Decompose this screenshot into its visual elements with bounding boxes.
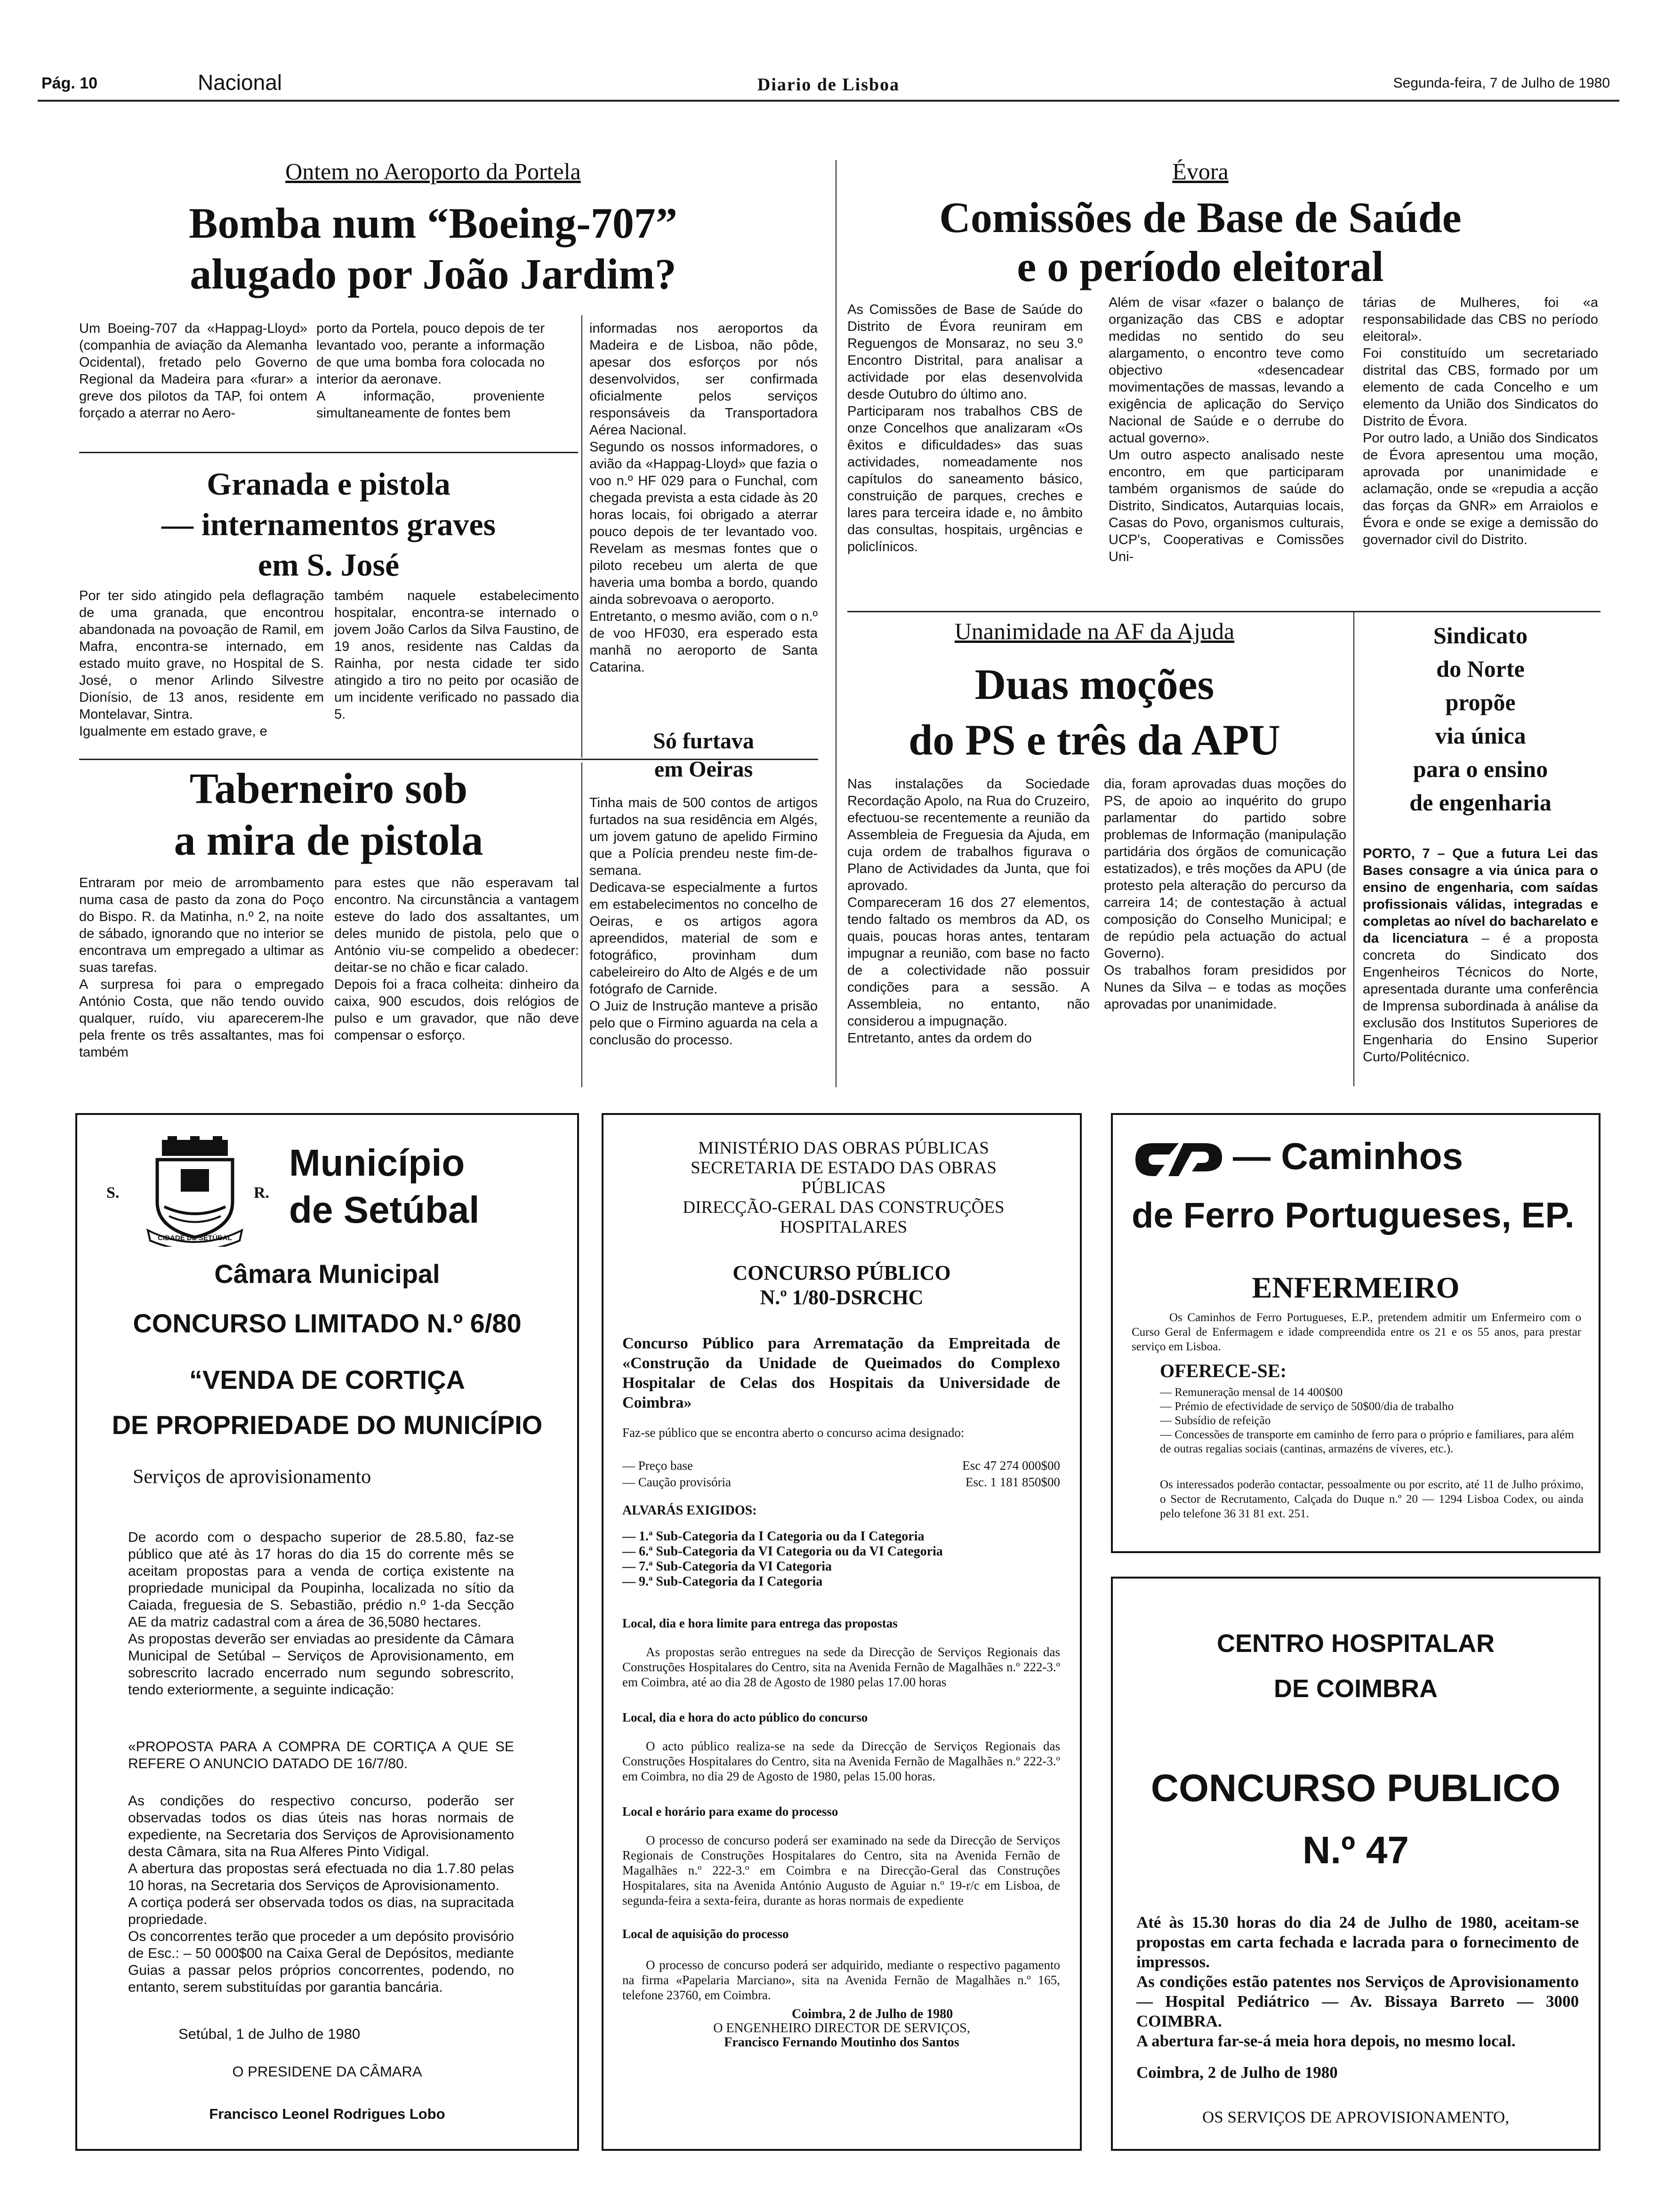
article-bomba-headline: Bomba num “Boeing-707” alugado por João Jardim? (189, 199, 677, 298)
article-oeiras-headline: Só furtava em Oeiras (653, 729, 754, 782)
ad-setubal (75, 1113, 579, 2151)
ad-setubal-date: Setúbal, 1 de Julho de 1980 (178, 2026, 361, 2042)
page-number: Pág. 10 (41, 74, 98, 92)
column-rule (581, 315, 582, 758)
ad-ministerio-s3-body: O processo de concurso poderá ser examinado na sede da Direcção de Serviços Regionais de Construções Hospitalares do Centro, sita na Avenida Fernão de Magalhães n.º 222-3.º em Coimbra e na Direcção-Geral das Construções Hospitalares, sita na Avenida António Augusto de Aguiar n.º 19-r/c em Lisboa, de segunda-feira a sexta-feira, durante as horas normais de expediente (622, 1833, 1060, 1907)
ad-ministerio-date: Coimbra, 2 de Julho de 1980 (792, 2007, 953, 2021)
ad-cp-job: ENFERMEIRO (1252, 1271, 1460, 1304)
ad-cp-title1: — Caminhos (1233, 1135, 1463, 1177)
ad-ministerio-intro: Faz-se público que se encontra aberto o concurso acima designado: (622, 1426, 965, 1440)
crest-letter-s: S. (106, 1184, 120, 1202)
ad-ministerio-lead: Concurso Público para Arrematação da Empreitada de «Construção da Unidade de Queimados do Complexo Hospitalar de Celas dos Hospitais da Universidade de Coimbra» (622, 1335, 1060, 1411)
ad-ministerio-s2-body: O acto público realiza-se na sede da Direcção de Serviços Regionais das Construções Hospitalares do Centro, sita na Avenida Fernão de Magalhães n.º 222-3.º em Coimbra, no dia 29 de Agosto de 1980, pelas 15.00 horas. (622, 1739, 1060, 1783)
issue-date: Segunda-feira, 7 de Julho de 1980 (1393, 75, 1610, 91)
ad-ministerio-header: MINISTÉRIO DAS OBRAS PÚBLICAS SECRETARIA DE ESTADO DAS OBRAS PÚBLICAS DIRECÇÃO-GERAL DAS CONSTRUÇÕES HOSPITALARES (683, 1138, 1005, 1237)
ad-ministerio-alvaras: — 1.ª Sub-Categoria da I Categoria ou da I Categoria — 6.ª Sub-Categoria da VI Categoria ou da VI Categoria — 7.ª Sub-Categoria da VI Categoria — 9.ª Sub-Categoria da I Categoria (622, 1529, 943, 1589)
article-sindicato-headline: Sindicato do Norte propõe via única para o ensino de engenharia (1409, 622, 1552, 816)
ad-hospital-concurso: CONCURSO PUBLICO N.º 47 (1150, 1767, 1561, 1872)
article-taberneiro-headline: Taberneiro sob a mira de pistola (174, 764, 483, 864)
ad-ministerio-s4-body: O processo de concurso poderá ser adquirido, mediante o respectivo pagamento na firma «Papelaria Marciano», sita na Avenida Fernão de Magalhães n.º 165, telefone 23760, em Coimbra. (622, 1958, 1060, 2002)
crest-ribbon: CIDADE DE SETÚBAL (158, 1234, 232, 1242)
column-rule (581, 762, 582, 1087)
ad-cp-intro: Os Caminhos de Ferro Portugueses, E.P., pretendem admitir um Enfermeiro com o Curso Geral de Enfermagem e idade compreendida entre os 21 e os 55 anos, para prestar serviço em Lisboa. (1132, 1311, 1581, 1353)
article-sindicato-body (1363, 828, 1598, 1066)
article-sindicato-text: – é a proposta concreta do Sindicato dos Engenheiros Técnicos do Norte, apresentada durante uma conferência de Imprensa subordinada à análise da exclusão dos Institutos Superiores de Engenharia do Ensino Superior Curto/Politécnico. (1363, 931, 1598, 1065)
ad-setubal-body1: De acordo com o despacho superior de 28.5.80, faz-se público que até às 17 horas do dia 15 do corrente mês se aceitam propostas para a venda de cortiça existente na propriedade municipal da Poupinha, localizada no sítio da Caiada, freguesia de S. Sebastião, prédio n.º 1-da Secção AE da matriz cadastral com a área de 36,5080 hectares. As propostas deverão ser enviadas ao presidente da Câmara Municipal de Setúbal – Serviços de Aprovisionamento, em sobrescrito lacrado encerrado num segundo sobrescrito, tendo exteriormente, a seguinte indicação: (128, 1530, 514, 1698)
ad-ministerio-signer-title: O ENGENHEIRO DIRECTOR DE SERVIÇOS, (713, 2021, 970, 2036)
header-rule (38, 100, 1619, 102)
ad-hospital-signer: OS SERVIÇOS DE APROVISIONAMENTO, (1202, 2108, 1509, 2126)
column-rule (1353, 611, 1354, 1086)
ad-hospital-body: Até às 15.30 horas do dia 24 de Julho de 1980, aceitam-se propostas em carta fechada e lacrada para o fornecimento de impressos. As condições estão patentes nos Serviços de Aprovisionamento — Hospital Pediátrico — Av. Bissaya Barreto — 3000 COIMBRA. A abertura far-se-á meia hora depois, no mesmo local. (1136, 1913, 1579, 2050)
ad-setubal-signature: Francisco Leonel Rodrigues Lobo (209, 2106, 445, 2122)
ad-setubal-title: Município de Setúbal (289, 1142, 480, 1231)
article-ajuda-col1: Nas instalações da Sociedade Recordação Apolo, na Rua do Cruzeiro, efectuou-se recentemente a reunião da Assembleia de Freguesia da Ajuda, em cuja ordem de trabalhos figurava o Plano de Actividades da Junta, que foi aprovado. Compareceram 16 dos 27 elementos, tendo faltado os membros da AD, os quais, poucas horas antes, tentaram impugnar a reunião, com base no facto de a colectividade não possuir condições para a sessão. A Assembleia, no entanto, não considerou a impugnação. Entretanto, antes da ordem do (847, 777, 1090, 1046)
ad-hospital-title: CENTRO HOSPITALAR DE COIMBRA (1217, 1629, 1495, 1703)
ad-centro-hospitalar (1111, 1577, 1601, 2151)
ad-ministerio-preco-label: — Preço base (622, 1459, 693, 1473)
ad-ministerio-s4-title: Local de aquisição do processo (622, 1927, 789, 1941)
ad-ministerio-caucao-label: — Caução provisória (622, 1475, 731, 1489)
ad-setubal-quote: «PROPOSTA PARA A COMPRA DE CORTIÇA A QUE SE REFERE O ANUNCIO DATADO DE 16/7/80. (128, 1739, 514, 1771)
rule (79, 452, 578, 453)
setubal-crest-icon (143, 1136, 247, 1247)
article-granada-col1: Por ter sido atingido pela deflagração de uma granada, que encontrou abandonada na povoação de Ramil, em Mafra, encontra-se internado, em estado muito grave, no Hospital de S. José, o menor Arlindo Silvestre Dionísio, de 13 anos, residente em Montelavar, Sintra. Igualmente em estado grave, e (79, 588, 324, 739)
ad-ministerio-concurso: CONCURSO PÚBLICO N.º 1/80-DSRCHC (732, 1261, 951, 1309)
newspaper-name: Diario de Lisboa (757, 75, 900, 95)
ad-cp-contact: Os interessados poderão contactar, pessoalmente ou por escrito, até 11 de Julho próximo, o Sector de Recrutamento, Calçada do Duque n.º 20 — 1294 Lisboa Codex, ou ainda pelo telefone 36 31 81 ext. 251. (1160, 1478, 1584, 1520)
article-bomba-kicker: Ontem no Aeroporto da Portela (285, 158, 581, 184)
column-rule (836, 160, 837, 1087)
ad-ministerio-s3-title: Local e horário para exame do processo (622, 1804, 838, 1819)
article-ajuda-col2: dia, foram aprovadas duas moções do PS, de apoio ao inquérito do grupo parlamentar do partido sobre problemas de Informação (manipulação partidária dos órgãos de comunicação estatizados), e três moções da APU (de protesto pela alteração do percurso da carreira 14; de contestação à actual composição do Conselho Municipal; e de repúdio pela actuação do actual Governo). Os trabalhos foram presididos por Nunes da Silva – e todas as moções aprovadas por unanimidade. (1104, 777, 1346, 1012)
ad-cp (1111, 1113, 1601, 1553)
article-granada-headline: Granada e pistola — internamentos graves em S. José (161, 466, 496, 583)
article-bomba-col3: informadas nos aeroportos da Madeira e de Lisboa, não pôde, apesar dos esforços por nós desenvolvidos, ser confirmada oficialmente pelos serviços responsáveis da Transportadora Aérea Nacional. Segundo os nossos informadores, o avião da «Happag-Lloyd» que fazia o voo n.º HF 029 para o Funchal, com chegada prevista a esta cidade às 20 horas locais, foi obrigado a aterrar pouco depois de ter levantado voo. Revelam as mesmas fontes que o piloto recebeu um alerta de que haveria uma bomba a bordo, quando ainda sobrevoava o aeroporto. Entretanto, o mesmo avião, com o n.º de voo HF030, era esperado esta manhã no aeroporto de Santa Catarina. (589, 321, 818, 675)
ad-setubal-concurso: CONCURSO LIMITADO N.º 6/80 (133, 1308, 522, 1338)
ad-setubal-servicos: Serviços de aprovisionamento (133, 1466, 371, 1488)
ad-ministerio (602, 1113, 1082, 2151)
article-evora-col3: tárias de Mulheres, foi «a responsabilidade das CBS no período eleitoral». Foi constituído um secretariado distrital das CBS, formado por um elemento de cada Concelho e um elemento da União dos Sindicatos do Distrito de Évora. Por outro lado, a União dos Sindicatos de Évora apresentou uma moção, aprovada por unanimidade e aclamação, onde se «repudia a acção das forças da GNR» em Arraiolos e Évora e onde se exige a demissão do governador civil do Distrito. (1363, 295, 1598, 547)
ad-cp-title2: de Ferro Portugueses, EP. (1132, 1195, 1575, 1235)
cp-logo-icon (1132, 1138, 1226, 1181)
article-evora-headline: Comissões de Base de Saúde e o período eleitoral (939, 193, 1462, 290)
section-name: Nacional (198, 70, 282, 95)
article-taberneiro-col2: para estes que não esperavam tal encontro. Na circunstância a vantagem esteve do lado dos assaltantes, um deles munido de pistola, pelo que o António viu-se compelido a obedecer: deitar-se no chão e ficar calado. Depois foi a fraca colheita: dinheiro da caixa, 900 escudos, dois relógios de pulso e um gravador, que não deve compensar o esforço. (334, 875, 579, 1043)
ad-hospital-date: Coimbra, 2 de Julho de 1980 (1136, 2063, 1338, 2082)
article-bomba-col1: Um Boeing-707 da «Happag-Lloyd» (companhia de aviação da Alemanha Ocidental), fretado pelo Governo Regional da Madeira para «furar» a greve dos pilotos da TAP, foi ontem forçado a aterrar no Aero- (79, 321, 307, 421)
article-evora-kicker: Évora (1172, 158, 1229, 184)
ad-ministerio-caucao-value: Esc. 1 181 850$00 (965, 1475, 1060, 1489)
ad-ministerio-alvaras-title: ALVARÁS EXIGIDOS: (622, 1503, 757, 1518)
ad-ministerio-signer: Francisco Fernando Moutinho dos Santos (724, 2035, 959, 2050)
crest-letter-r: R. (254, 1184, 270, 1202)
ad-setubal-president: O PRESIDENE DA CÂMARA (232, 2063, 422, 2080)
ad-setubal-body2: As condições do respectivo concurso, poderão ser observadas todos os dias úteis nas horas normais de expediente, na Secretaria dos Serviços de Aprovisionamento desta Câmara, sita na Rua Alferes Pinto Vidigal. A abertura das propostas será efectuada no dia 1.7.80 pelas 10 horas, na Secretaria dos Serviços de Aprovisionamento. A cortiça poderá ser observada todos os dias, na supracitada propriedade. Os concorrentes terão que proceder a um depósito provisório de Esc.: – 50 000$00 na Caixa Geral de Depósitos, mediante Guias a passar pelos próprios concorrentes, podendo, no entanto, serem substituídas por garantia bancária. (128, 1793, 514, 1995)
article-sindicato-lead: PORTO, 7 – Que a futura Lei das Bases consagre a via única para o ensino de engenharia, com saídas profissionais válidas, integradas e completas ao nível do bacharelato e da licenciatura (1363, 846, 1598, 946)
article-granada-col2: também naquele estabelecimento hospitalar, encontra-se internado o jovem João Carlos da Silva Faustino, de 19 anos, residente nas Caldas da Rainha, por nesta cidade ter sido atingido a tiro no peito por ocasião de um incidente verificado no passado dia 5. (334, 588, 579, 722)
ad-ministerio-s1-body: As propostas serão entregues na sede da Direcção de Serviços Regionais das Construções Hospitalares do Centro, sita na Avenida Fernão de Magalhães n.º 222-3.º em Coimbra, até ao dia 28 de Agosto de 1980 pelas 17.00 horas (622, 1645, 1060, 1689)
rule (847, 611, 1601, 612)
ad-cp-offer-title: OFERECE-SE: (1160, 1360, 1287, 1381)
article-evora-col2: Além de visar «fazer o balanço de organização das CBS e adoptar medidas no sentido do seu alargamento, o encontro teve como objectivo «desencadear movimentações de massas, levando a exigência de aplicação do Serviço Nacional de Saúde e o derrube do actual governo». Um outro aspecto analisado neste encontro, em que participaram também organismos de saúde do Distrito, Sindicatos, Autarquias locais, Casas do Povo, organismos culturais, UCP's, Cooperativas e Comissões Uni- (1109, 295, 1344, 564)
article-bomba-col2: porto da Portela, pouco depois de ter levantado voo, perante a informação de que uma bomba fora colocada no interior da aeronave. A informação, proveniente simultaneamente de fontes bem (316, 321, 545, 421)
article-taberneiro-col1: Entraram por meio de arrombamento numa casa de pasto da zona do Poço do Bispo. R. da Matinha, n.º 2, na noite de sábado, ignorando que no interior se encontrava um empregado a ultimar as suas tarefas. A surpresa foi para o empregado António Costa, que não tendo ouvido qualquer, ruído, viu aparecerem-lhe pela frente os três assaltantes, mas foi também (79, 875, 324, 1060)
ad-cp-offers: — Remuneração mensal de 14 400$00 — Prémio de efectividade de serviço de 50$00/dia de trabalho — Subsídio de refeição — Concessões de transporte em caminho de ferro para o próprio e familiares, para além de outras regalias sociais (cantinas, armazéns de víveres, etc.). (1160, 1386, 1574, 1455)
article-evora-col1: As Comissões de Base de Saúde do Distrito de Évora reuniram em Reguengos de Monsaraz, no seu 3.º Encontro Distrital, para analisar a actividade por elas desenvolvida desde Outubro do último ano. Participaram nos trabalhos CBS de onze Concelhos que analizaram «Os êxitos e dificuldades» das suas actividades, nomeadamente nos capítulos do saneamento básico, construição de parques, creches e lares para terceira idade e, no âmbito das consultas, hospitais, urgências e policlínicos. (847, 302, 1083, 554)
ad-setubal-venda: “VENDA DE CORTIÇA DE PROPRIEDADE DO MUNICÍPIO (112, 1365, 543, 1440)
ad-ministerio-s1-title: Local, dia e hora limite para entrega das propostas (622, 1616, 898, 1630)
ad-setubal-camara: Câmara Municipal (214, 1259, 440, 1289)
article-ajuda-kicker: Unanimidade na AF da Ajuda (954, 618, 1235, 644)
article-oeiras-body: Tinha mais de 500 contos de artigos furtados na sua residência em Algés, um jovem gatuno de apelido Firmino que a Polícia prendeu neste fim-de-semana. Dedicava-se especialmente a furtos em estabelecimentos no concelho de Oeiras, e os artigos agora apreendidos, material de som e fotográfico, provinham dum cabeleireiro do Alto de Algés e de um fotógrafo de Carnide. O Juiz de Instrução manteve a prisão pelo que o Firmino aguarda na cela a conclusão do processo. (589, 795, 818, 1048)
article-ajuda-headline: Duas moções do PS e três da APU (909, 660, 1280, 764)
ad-ministerio-s2-title: Local, dia e hora do acto público do concurso (622, 1710, 868, 1724)
ad-ministerio-preco-value: Esc 47 274 000$00 (962, 1459, 1060, 1473)
